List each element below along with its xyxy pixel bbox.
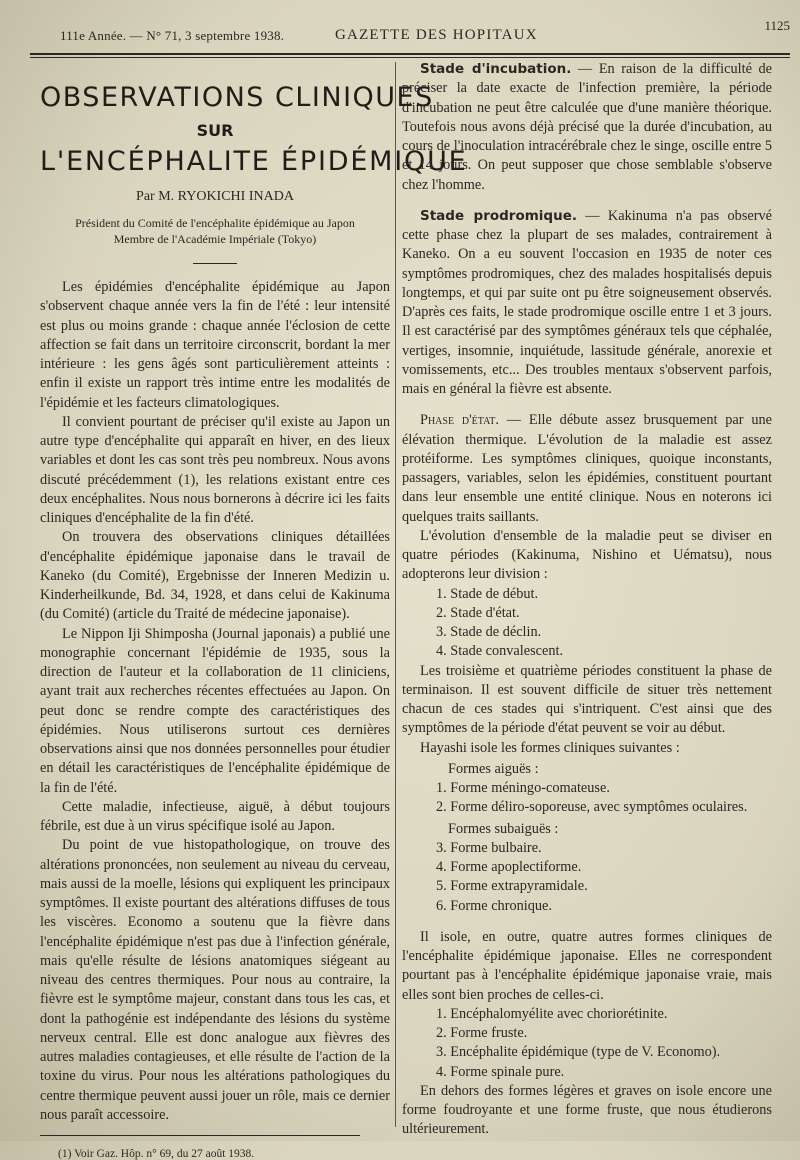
column-divider: [395, 62, 396, 1127]
list-item: 4. Forme apoplectiforme.: [436, 859, 582, 875]
paragraph: Il convient pourtant de préciser qu'il existe au Japon un autre type d'encéphalite qui apparaît en hiver, en des lieux variables et dont les cas sont très peu nombreux. Nous avons discuté précédemment (1), les relations existant entre ces deux encéphalites. Nous nous bornerons à décrire ici les faits cliniques d'encéphalite de la fin d'été.: [40, 413, 390, 526]
section-text: En raison de la difficulté de préciser la date exacte de l'infection première, la période d'incubation ne peut être calculée que d'une manière théorique. Toutefois nous avons déjà précisé que la durée d'incubation, au cours de l'inoculation intracérébrale chez le singe, oscille entre 5 et 14 jours. On peut supposer que chose semblable s'observe chez l'homme.: [402, 61, 772, 193]
incubation-section: Stade d'incubation. — En raison de la difficulté de préciser la date exacte de l'infection première, la période d'incubation ne peut être calculée que d'une manière théorique. Toutefois nous avons déjà précisé que la durée d'incubation, au cours de l'inoculation intracérébrale chez le singe, oscille entre 5 et 14 jours. On peut supposer que chose semblable s'observe chez l'homme.: [402, 61, 772, 193]
forms-label: Formes aiguës :: [448, 760, 539, 777]
article-title-line2: L'ENCÉPHALITE ÉPIDÉMIQUE: [40, 146, 468, 177]
paragraph: Le Nippon Iji Shimposha (Journal japonais) a publié une monographie concernant l'épidémie de 1935, sous la direction de l'auteur et la collaboration de 11 cliniciens, ayant trait aux recherches récentes effectuées au Japon. On peut donc se rendre compte des caractéristiques des épidémies. Nous utiliserons surtout ces dernières observations ainsi que nos données personnelles pour étudier en détail les caractéristiques de l'encéphalite épidémique de la fin de l'été.: [40, 625, 390, 796]
right-column: [402, 60, 772, 1140]
section-heading: Stade prodromique.: [420, 207, 577, 224]
article-title-line1: OBSERVATIONS CLINIQUES: [40, 82, 434, 113]
section-heading: Stade d'incubation.: [420, 61, 572, 77]
issue-info: 111e Année. — N° 71, 3 septembre 1938.: [60, 28, 285, 43]
paragraph: L'évolution d'ensemble de la maladie peut se diviser en quatre périodes (Kakinuma, Nishino et Uématsu), nous adopterons leur division :: [402, 527, 772, 583]
paragraph: Hayashi isole les formes cliniques suivantes :: [420, 739, 680, 756]
affiliation-line: Président du Comité de l'encéphalite épidémique au Japon: [75, 216, 355, 230]
list-item: 4. Stade convalescent.: [436, 643, 564, 660]
prodromique-section: Stade prodromique. — Kakinuma n'a pas observé cette phase chez la plupart de ses malades, contrairement à Kaneko. On a eu souvent l'occasion en 1935 de noter ces symptômes prodromiques, chez des malades hospitalisés depuis longtemps, et qui par suite ont pu être soigneusement observés. D'après ces faits, le stade prodromique oscille entre 1 et 3 jours. Il est caractérisé par des symptômes généraux tels que céphalée, vertiges, insomnie, inquiétude, lassitude générale, anorexie et vomissements, etc... Des troubles mentaux s'observent parfois, mais en général la fièvre est absente.: [402, 207, 772, 397]
page-header: [60, 18, 790, 48]
page-number: 1125: [764, 18, 790, 33]
list-item: 1. Encéphalomyélite avec choriorétinite.: [436, 1005, 668, 1022]
list-item: 2. Forme déliro-soporeuse, avec symptômes oculaires.: [436, 799, 748, 816]
article-author: Par M. RYOKICHI INADA: [136, 189, 294, 204]
author-affiliation: [40, 215, 390, 247]
journal-title: GAZETTE DES HOPITAUX: [335, 27, 538, 43]
list-item: 3. Forme bulbaire.: [436, 839, 542, 856]
etat-section: Phase d'état. — Elle débute assez brusquement par une élévation thermique. L'évolution de la maladie est assez protéiforme. Les symptômes cliniques, quoique inconstants, passagers, variables, selon les épidémies, constituent pourtant dans leur ensemble une entité clinique. Nous en noterons ici quelques traits saillants.: [402, 412, 772, 525]
section-heading: Phase d'état.: [420, 412, 499, 429]
list-item: 6. Forme chronique.: [436, 897, 552, 914]
list-item: 1. Stade de début.: [436, 585, 539, 602]
paragraph: Les épidémies d'encéphalite épidémique au Japon s'observent chaque année vers la fin de l'été : leur intensité est plus ou moins grande : chaque année l'éclosion de cette affection se fait dans un territoire circonscrit, bordant la mer intérieure : les gens âgés sont particulièrement atteints : enfin il existe un rapport très intime entre les modalités de l'épidémie et les facteurs climatologiques.: [40, 279, 390, 411]
header-rule: [30, 53, 790, 55]
forms-label: Formes subaiguës :: [448, 820, 559, 837]
list-item: 4. Forme spinale pure.: [436, 1063, 565, 1080]
list-item: 2. Forme fruste.: [436, 1025, 528, 1041]
list-item: 2. Stade d'état.: [436, 604, 520, 621]
paragraph: Du point de vue histopathologique, on trouve des altérations prononcées, non seulement au niveau du cerveau, mais aussi de la moelle, lésions qui expliquent les principaux symptômes. Il existe pourtant des altérations diffuses de tous les viscères. Economo a soutenu que la fièvre dans l'encéphalite épidémique n'est pas due à l'infection générale, mais qu'elle résulte de lésions anatomiques siégeant au niveau des centres thermiques. Pour nous au contraire, la fièvre est le symptôme majeur, constant dans tous les cas, et dont la pathogénie est indépendante des lésions du système nerveux central. Elle est donc analogue aux fièvres des autres maladies contagieuses, et elle résulte de l'action de la toxine du virus. Pour nous les altérations pathologiques du centre thermique peuvent aussi jouer un rôle, mais ce dernier nous paraît accessoire.: [40, 837, 390, 1123]
footnote-rule: [40, 1135, 360, 1136]
affiliation-line: Membre de l'Académie Impériale (Tokyo): [113, 232, 317, 246]
paragraph: On trouvera des observations cliniques détaillées d'encéphalite épidémique japonaise dans le travail de Kaneko (du Comité), Ergebnisse der Inneren Medizin u. Kinderheilkunde, Bd. 34, 1928, et dans celui de Kakinuma (du Comité) (article du Traité de médecine japonaise).: [40, 529, 390, 623]
paragraph: Les troisième et quatrième périodes constituent la phase de terminaison. Il est souvent difficile de situer très nettement chacun de ces stades qui s'intriquent. C'est ainsi que des symptômes de la période d'état peuvent se voir au début.: [402, 662, 772, 737]
list-item: 3. Stade de déclin.: [436, 624, 542, 640]
section-text: Kakinuma n'a pas observé cette phase chez la plupart de ses malades, contrairement à Kaneko. On a eu souvent l'occasion en 1935 de noter ces symptômes prodromiques, chez des malades hospitalisés depuis longtemps, et qui par suite ont pu être soigneusement observés. D'après ces faits, le stade prodromique oscille entre 1 et 3 jours. Il est caractérisé par des symptômes généraux tels que céphalée, vertiges, insomnie, inquiétude, lassitude générale, anorexie et vomissements, etc... Des troubles mentaux s'observent parfois, mais en général la fièvre est absente.: [402, 207, 772, 397]
paragraph: Il isole, en outre, quatre autres formes cliniques de l'encéphalite épidémique japonaise. Elles ne correspondent pourtant pas à l'encéphalite épidémique japonaise vraie, mais elles sont bien proches de celles-ci.: [402, 928, 772, 1003]
list-item: 3. Encéphalite épidémique (type de V. Economo).: [436, 1044, 721, 1061]
list-item: 1. Forme méningo-comateuse.: [436, 780, 610, 796]
section-text: Elle débute assez brusquement par une élévation thermique. L'évolution de la maladie est assez protéiforme. Les symptômes cliniques, quoique inconstants, passagers, variables, selon les épidémies, constituent pourtant dans leur ensemble une entité clinique. Nous en noterons ici quelques traits saillants.: [402, 412, 772, 525]
header-rule-thin: [30, 57, 790, 58]
list-item: 5. Forme extrapyramidale.: [436, 878, 588, 895]
article-title-sur: SUR: [196, 121, 234, 140]
paragraph: Cette maladie, infectieuse, aiguë, à début toujours fébrile, est due à un virus spécifique isolé au Japon.: [40, 798, 390, 834]
paragraph: En dehors des formes légères et graves on isole encore une forme foudroyante et une forme fruste, que nous étudierons ultérieurement.: [402, 1082, 772, 1138]
footnote: (1) Voir Gaz. Hôp. n° 69, du 27 août 1938.: [58, 1148, 255, 1160]
section-rule: [193, 263, 237, 264]
